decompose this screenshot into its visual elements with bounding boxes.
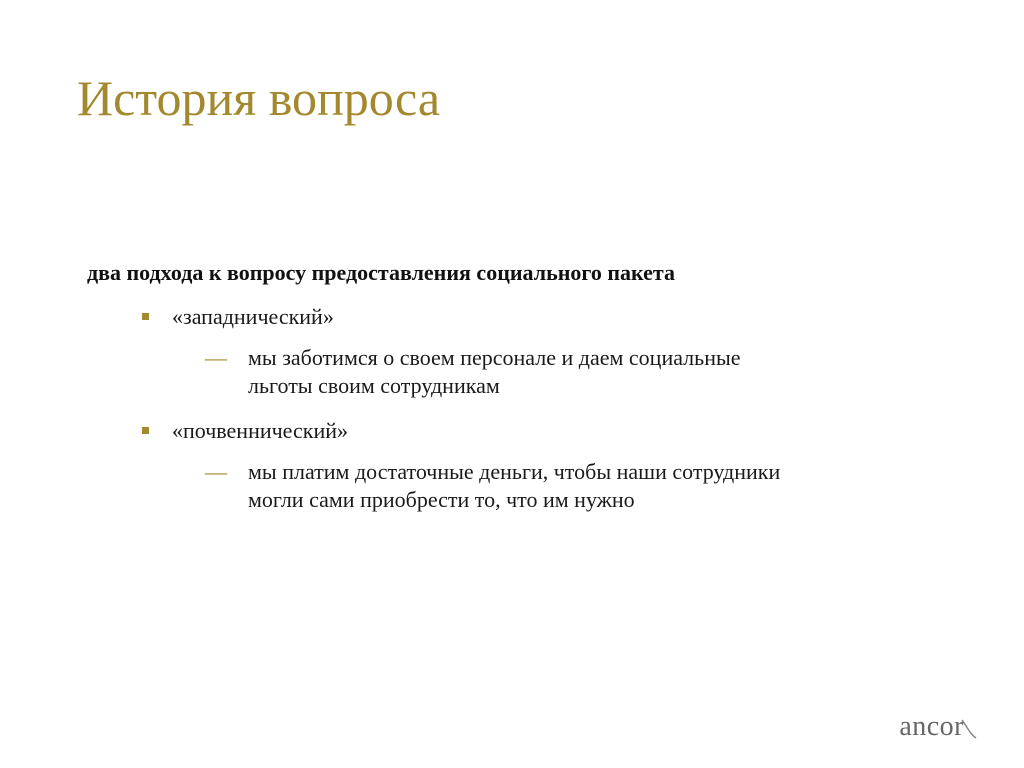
dash-bullet-icon: — (205, 459, 227, 484)
sub-bullet-text-line2: льготы своим сотрудникам (248, 373, 500, 398)
bullet-label: «почвеннический» (172, 418, 348, 443)
square-bullet-icon (142, 427, 149, 434)
sub-bullet-western (87, 344, 967, 400)
dash-bullet-icon: — (205, 345, 227, 370)
bullet-item-soil (87, 416, 967, 446)
sub-bullet-soil (87, 458, 967, 514)
logo-text: ancor (899, 711, 964, 742)
sub-bullet-text-line2: могли сами приобрести то, что им нужно (248, 487, 635, 512)
bullet-item-western (87, 302, 967, 332)
lead-text: два подхода к вопросу предоставления социального пакета (87, 260, 675, 285)
square-bullet-icon (142, 313, 149, 320)
ancor-logo (899, 710, 964, 744)
sub-bullet-text-line1: мы платим достаточные деньги, чтобы наши сотрудники (248, 459, 781, 484)
slide-title: История вопроса (77, 70, 441, 126)
sub-bullet-text-line1: мы заботимся о своем персонале и даем социальные (248, 345, 741, 370)
bullet-label: «западнический» (172, 304, 334, 329)
slide-content (87, 258, 967, 530)
logo-swoosh-icon (960, 718, 978, 742)
